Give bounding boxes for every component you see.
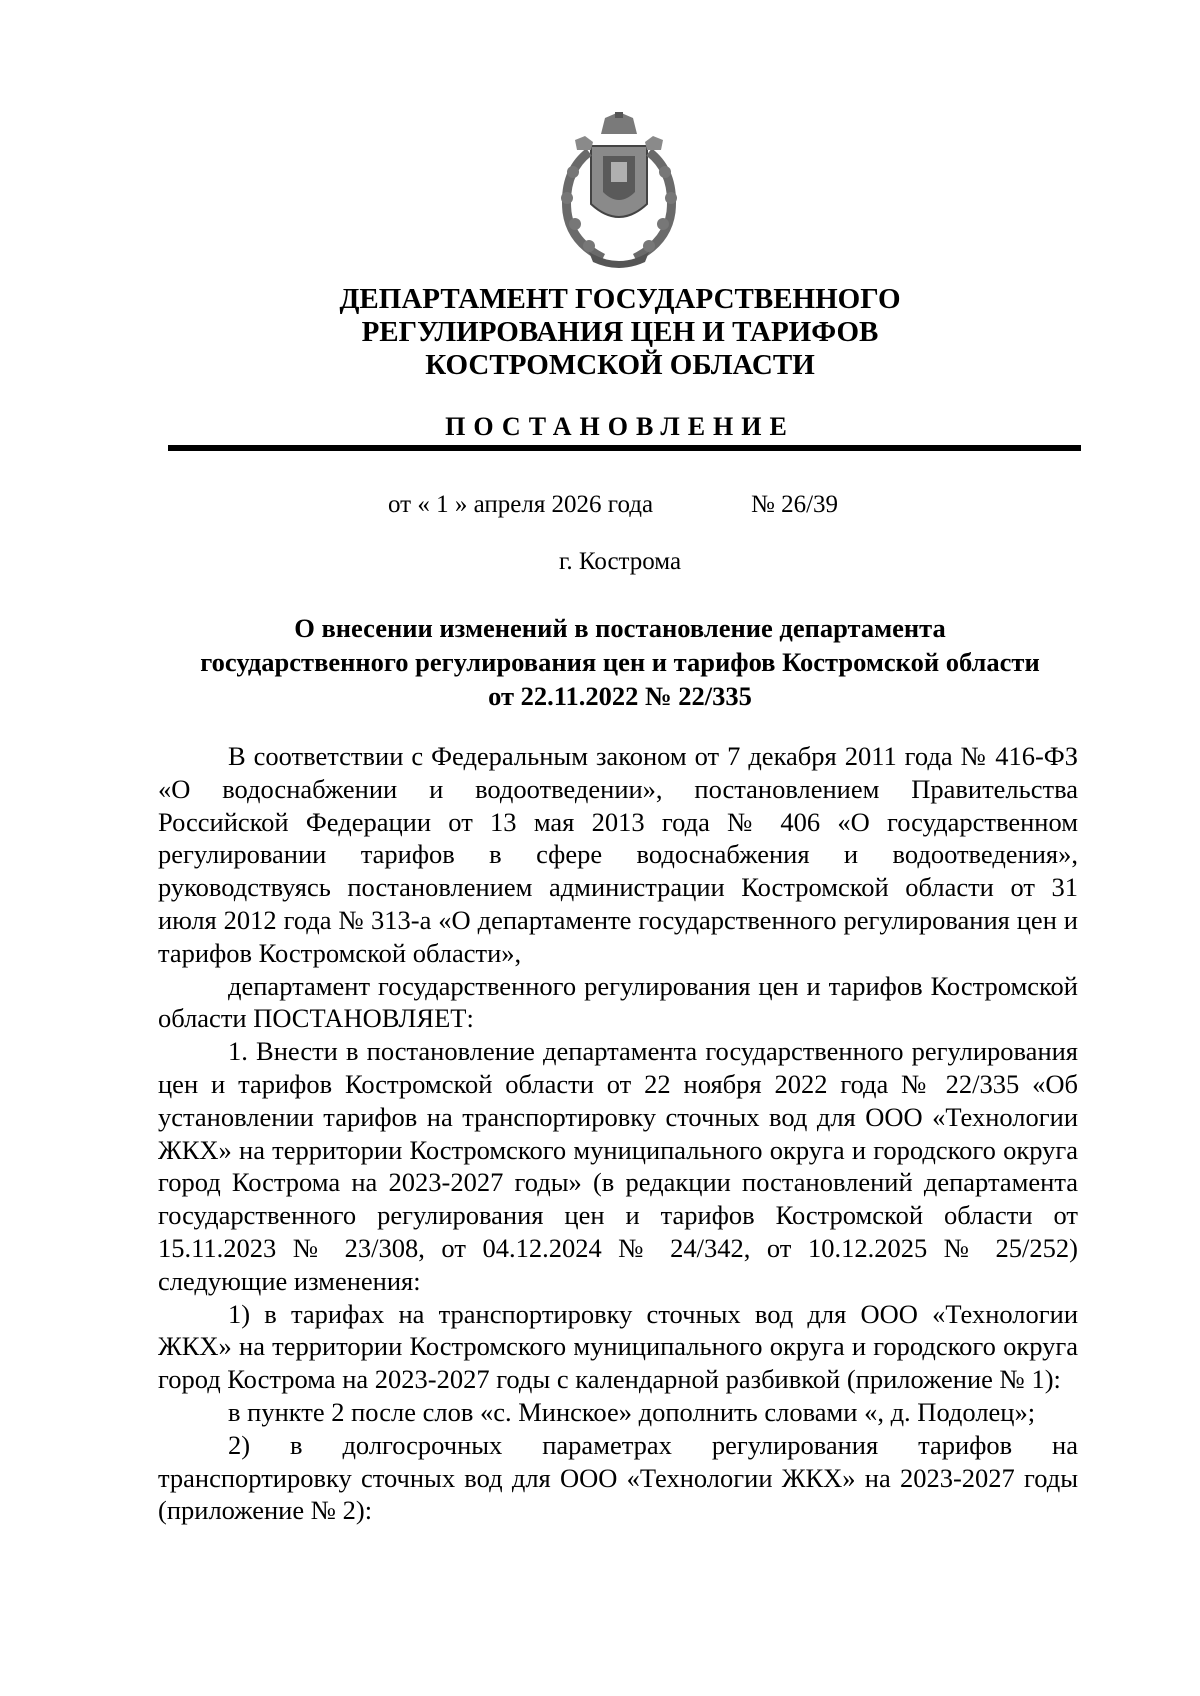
body-paragraph-subitem-2: 2) в долгосрочных параметрах регулирования тарифов на транспортировку сточных вод для ООО «Технологии ЖКХ» на 2023-2027 годы (приложение № 2): (158, 1429, 1078, 1526)
document-city: г. Кострома (558, 548, 682, 575)
document-body (158, 740, 1078, 1527)
agency-line-2: РЕГУЛИРОВАНИЯ ЦЕН И ТАРИФОВ (361, 316, 879, 348)
body-paragraph-subitem-1: 1) в тарифах на транспортировку сточных вод для ООО «Технологии ЖКХ» на территории Костромского муниципального округа и городского округа город Кострома на 2023-2027 годы с календарной разбивкой (приложение № 1): (158, 1298, 1078, 1395)
body-paragraph-resolves: департамент государственного регулирования цен и тарифов Костромской области ПОСТАНОВЛЯЕТ: (158, 970, 1078, 1034)
agency-name (160, 283, 1080, 382)
agency-line-1: ДЕПАРТАМЕНТ ГОСУДАРСТВЕННОГО (339, 283, 901, 315)
agency-line-3: КОСТРОМСКОЙ ОБЛАСТИ (425, 349, 815, 381)
coat-of-arms-emblem (545, 112, 693, 270)
document-type-title: ПОСТАНОВЛЕНИЕ (445, 412, 795, 441)
header-divider (168, 445, 1081, 451)
document-date: от « 1 » апреля 2026 года (388, 491, 654, 518)
subject-line-2: государственного регулирования цен и тарифов Костромской области (200, 647, 1040, 677)
subject-line-1: О внесении изменений в постановление департамента (294, 613, 946, 643)
body-paragraph-item-1: 1. Внести в постановление департамента государственного регулирования цен и тарифов Костромской области от 22 ноября 2022 года № 22/335 «Об установлении тарифов на транспортировку сточных вод для ООО «Технологии ЖКХ» на территории Костромского муниципального округа и городского округа город Кострома на 2023-2027 годы» (в редакции постановлений департамента государственного регулирования цен и тарифов Костромской области от 15.11.2023 № 23/308, от 04.12.2024 № 24/342, от 10.12.2025 № 25/252) следующие изменения: (158, 1036, 1078, 1296)
document-number: № 26/39 (751, 491, 839, 518)
document-subject (160, 611, 1080, 713)
body-paragraph-amendment: в пункте 2 после слов «с. Минское» дополнить словами «, д. Подолец»; (228, 1396, 1036, 1427)
body-paragraph-legal-basis: В соответствии с Федеральным законом от 7 декабря 2011 года № 416-ФЗ «О водоснабжении и водоотведении», постановлением Правительства Российской Федерации от 13 мая 2013 года № 406 «О государственном регулировании тарифов в сфере водоснабжения и водоотведения», руководствуясь постановлением администрации Костромской области от 31 июля 2012 года № 313-а «О департаменте государственного регулирования цен и тарифов Костромской области», (158, 741, 1078, 968)
subject-line-3: от 22.11.2022 № 22/335 (488, 681, 752, 711)
